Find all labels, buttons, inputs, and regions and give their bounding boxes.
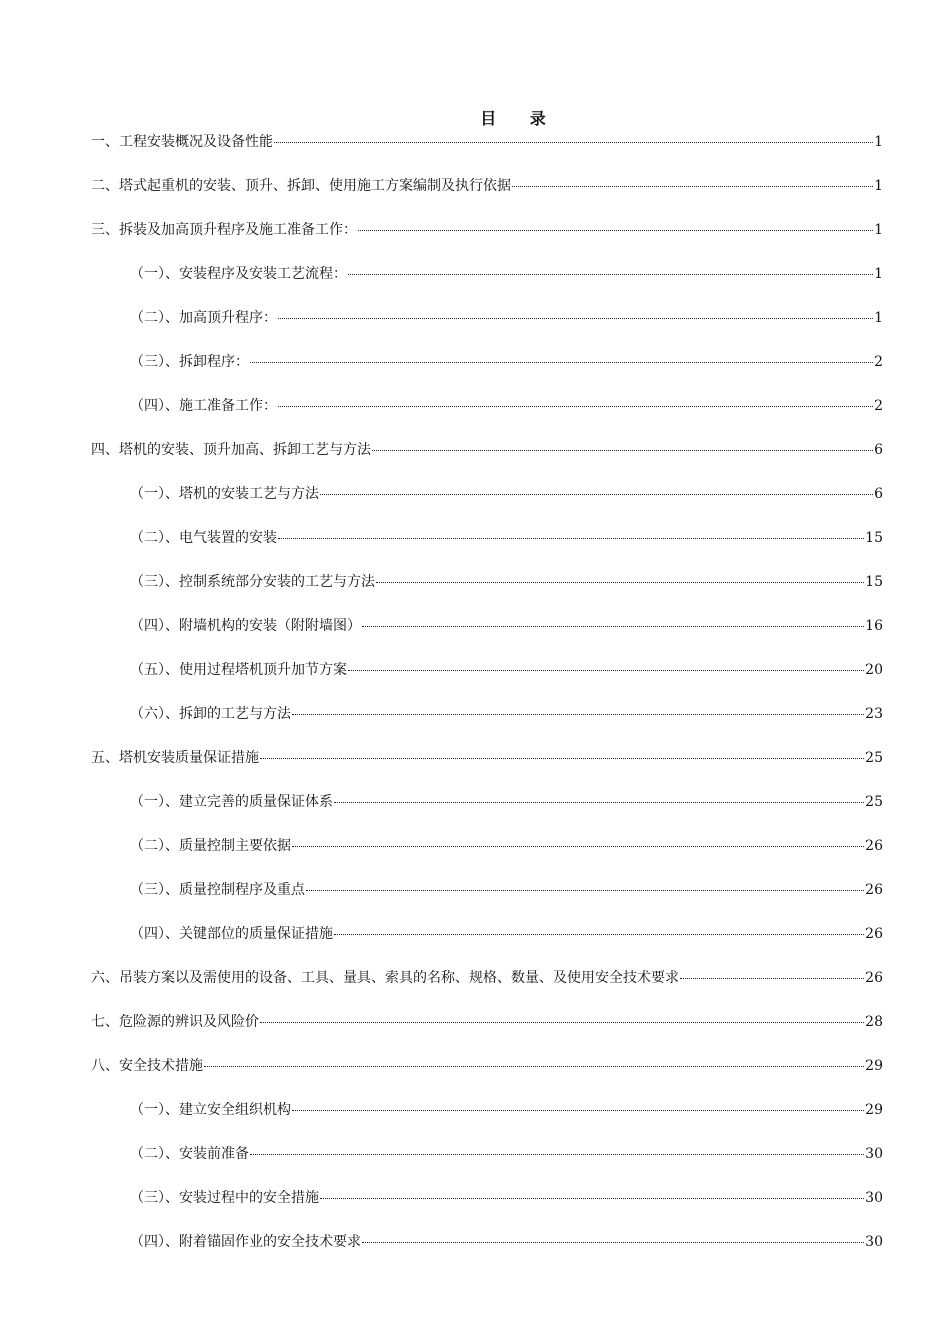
toc-entry-text: 五、塔机安装质量保证措施 xyxy=(91,750,259,766)
dot-leader xyxy=(372,450,873,451)
toc-entry-text: 二、塔式起重机的安装、顶升、拆卸、使用施工方案编制及执行依据 xyxy=(91,178,511,194)
toc-entry-text: 四、塔机的安装、顶升加高、拆卸工艺与方法 xyxy=(91,442,371,458)
toc-entry-page-number: 30 xyxy=(865,1146,883,1162)
toc-entry-text: 八、安全技术措施 xyxy=(91,1058,203,1074)
toc-entry-text: （三）、质量控制程序及重点 xyxy=(130,882,305,898)
toc-entry-text: （一）、安装程序及安装工艺流程： xyxy=(130,266,347,282)
toc-entry-page-number: 26 xyxy=(865,926,883,942)
dot-leader xyxy=(362,1242,864,1243)
dot-leader xyxy=(680,978,864,979)
toc-entry-page-number: 1 xyxy=(874,178,883,194)
dot-leader xyxy=(250,362,873,363)
dot-leader xyxy=(512,186,873,187)
toc-entry[interactable] xyxy=(91,527,883,571)
toc-entry[interactable] xyxy=(91,703,883,747)
toc-entry[interactable] xyxy=(91,439,883,483)
toc-entry[interactable] xyxy=(91,615,883,659)
toc-entry[interactable] xyxy=(91,571,883,615)
toc-entry[interactable] xyxy=(91,175,883,219)
toc-entry-text: （二）、质量控制主要依据 xyxy=(130,838,291,854)
dot-leader xyxy=(260,758,864,759)
toc-entry-page-number: 15 xyxy=(865,574,883,590)
toc-entry[interactable] xyxy=(91,395,883,439)
dot-leader xyxy=(292,846,864,847)
dot-leader xyxy=(250,1154,864,1155)
toc-entry-page-number: 2 xyxy=(874,354,883,370)
toc-entry[interactable] xyxy=(91,879,883,923)
toc-entry-page-number: 28 xyxy=(865,1014,883,1030)
toc-entry[interactable] xyxy=(91,747,883,791)
toc-entry-text: （一）、建立完善的质量保证体系 xyxy=(130,794,333,810)
toc-entry[interactable] xyxy=(91,1231,883,1275)
toc-entry-page-number: 1 xyxy=(874,266,883,282)
toc-entry-page-number: 26 xyxy=(865,882,883,898)
toc-entry-page-number: 30 xyxy=(865,1190,883,1206)
toc-entry-text: （六）、拆卸的工艺与方法 xyxy=(130,706,291,722)
toc-entry-text: （三）、控制系统部分安装的工艺与方法 xyxy=(130,574,375,590)
dot-leader xyxy=(320,494,873,495)
toc-entry[interactable] xyxy=(91,351,883,395)
toc-entry-text: （四）、附着锚固作业的安全技术要求 xyxy=(130,1234,361,1250)
toc-entry-page-number: 16 xyxy=(865,618,883,634)
toc-entry-page-number: 25 xyxy=(865,750,883,766)
dot-leader xyxy=(278,406,873,407)
toc-entry-text: （二）、加高顶升程序： xyxy=(130,310,277,326)
toc-entry[interactable] xyxy=(91,263,883,307)
toc-entry-page-number: 6 xyxy=(874,486,883,502)
toc-entry-text: （五）、使用过程塔机顶升加节方案 xyxy=(130,662,347,678)
toc-entry[interactable] xyxy=(91,219,883,263)
toc-entry-text: 三、拆装及加高顶升程序及施工准备工作： xyxy=(91,222,357,238)
toc-entry[interactable] xyxy=(91,1055,883,1099)
toc-entry-page-number: 6 xyxy=(874,442,883,458)
table-of-contents xyxy=(91,131,883,1275)
dot-leader xyxy=(376,582,864,583)
toc-entry[interactable] xyxy=(91,483,883,527)
toc-entry-text: （四）、附墙机构的安装（附附墙图） xyxy=(130,618,361,634)
toc-entry[interactable] xyxy=(91,923,883,967)
toc-entry[interactable] xyxy=(91,967,883,1011)
toc-entry-page-number: 15 xyxy=(865,530,883,546)
dot-leader xyxy=(362,626,864,627)
toc-entry-text: （一）、塔机的安装工艺与方法 xyxy=(130,486,319,502)
dot-leader xyxy=(358,230,873,231)
dot-leader xyxy=(334,802,864,803)
toc-entry[interactable] xyxy=(91,131,883,175)
toc-entry-page-number: 29 xyxy=(865,1102,883,1118)
toc-entry[interactable] xyxy=(91,835,883,879)
toc-entry-page-number: 26 xyxy=(865,838,883,854)
toc-entry[interactable] xyxy=(91,1099,883,1143)
toc-entry-text: （四）、关键部位的质量保证措施 xyxy=(130,926,333,942)
toc-entry-text: （一）、建立安全组织机构 xyxy=(130,1102,291,1118)
dot-leader xyxy=(260,1022,864,1023)
toc-entry-text: （四）、施工准备工作： xyxy=(130,398,277,414)
dot-leader xyxy=(292,1110,864,1111)
dot-leader xyxy=(204,1066,864,1067)
toc-entry[interactable] xyxy=(91,307,883,351)
toc-entry-page-number: 25 xyxy=(865,794,883,810)
toc-entry-page-number: 2 xyxy=(874,398,883,414)
dot-leader xyxy=(348,670,864,671)
dot-leader xyxy=(348,274,873,275)
toc-entry-text: （二）、电气装置的安装 xyxy=(130,530,277,546)
toc-entry[interactable] xyxy=(91,1143,883,1187)
toc-entry-page-number: 30 xyxy=(865,1234,883,1250)
toc-entry-text: 七、危险源的辨识及风险价 xyxy=(91,1014,259,1030)
dot-leader xyxy=(306,890,864,891)
toc-entry-page-number: 1 xyxy=(874,222,883,238)
dot-leader xyxy=(320,1198,864,1199)
toc-entry-text: （三）、拆卸程序： xyxy=(130,354,249,370)
toc-entry-text: （二）、安装前准备 xyxy=(130,1146,249,1162)
toc-entry-page-number: 26 xyxy=(865,970,883,986)
toc-entry-text: （三）、安装过程中的安全措施 xyxy=(130,1190,319,1206)
dot-leader xyxy=(278,318,873,319)
toc-entry-page-number: 1 xyxy=(874,134,883,150)
toc-entry[interactable] xyxy=(91,659,883,703)
toc-entry-page-number: 29 xyxy=(865,1058,883,1074)
toc-entry-page-number: 20 xyxy=(865,662,883,678)
toc-entry[interactable] xyxy=(91,1187,883,1231)
toc-title: 目 录 xyxy=(480,109,560,128)
dot-leader xyxy=(292,714,864,715)
dot-leader xyxy=(274,142,873,143)
toc-entry-page-number: 1 xyxy=(874,310,883,326)
toc-entry[interactable] xyxy=(91,791,883,835)
toc-entry-page-number: 23 xyxy=(865,706,883,722)
toc-entry[interactable] xyxy=(91,1011,883,1055)
toc-entry-text: 六、吊装方案以及需使用的设备、工具、量具、索具的名称、规格、数量、及使用安全技术要求 xyxy=(91,970,679,986)
toc-entry-text: 一、工程安装概况及设备性能 xyxy=(91,134,273,150)
dot-leader xyxy=(334,934,864,935)
dot-leader xyxy=(278,538,864,539)
